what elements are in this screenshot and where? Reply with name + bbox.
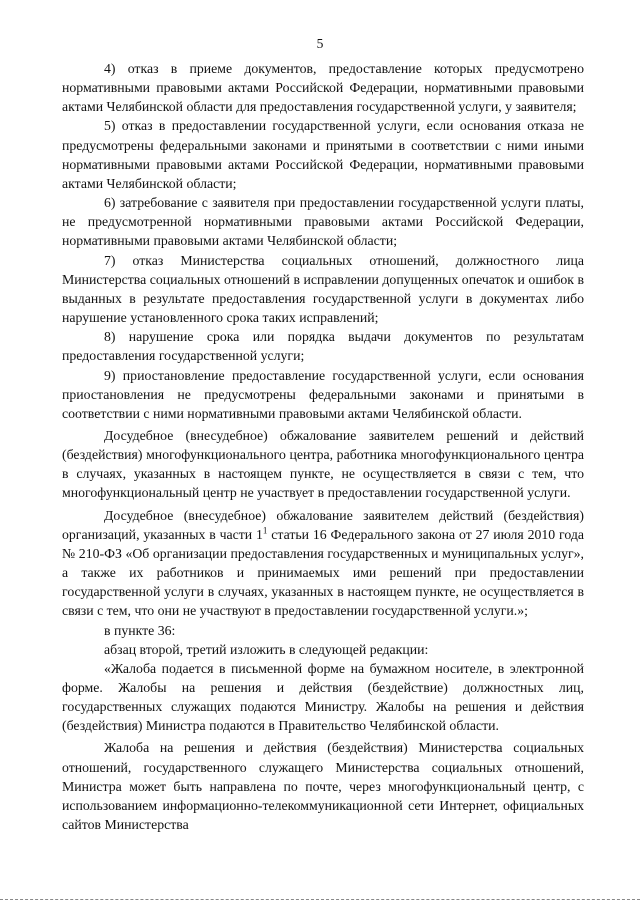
paragraph-amend-instruction: абзац второй, третий изложить в следующей редакции: (104, 641, 429, 657)
paragraph-item-7: 7) отказ Министерства социальных отношений, должностного лица Министерства социальных отношений в исправлении допущенных опечаток и ошибок в выданных в результате предоставления государственной услуги в документах либо нарушение установленного срока таких исправлений; (62, 252, 584, 326)
page-bottom-edge (0, 899, 640, 900)
superscript-part-number: 1 (262, 525, 268, 536)
paragraph-item-4: 4) отказ в приеме документов, предоставление которых предусмотрено нормативными правовыми актами Российской Федерации, нормативными правовыми актами Челябинской области для предоставления государственной услуги, у заявителя; (62, 61, 584, 115)
paragraph-complaint-channels: Жалоба на решения и действия (бездействия) Министерства социальных отношений, государственного служащего Министерства социальных отношений, Министра может быть направлена по почте, через многофункциональный центр, с использованием информационно-телекоммуникационной сети Интернет, официальных сайтов Министерства (62, 740, 584, 833)
page-number: 5 (316, 36, 324, 51)
appeal-organizations-text-start: Досудебное (внесудебное) обжалование заявителем действий (бездействия) организаций, указанных в части 1 (62, 507, 584, 542)
paragraph-point-36: в пункте 36: (104, 622, 176, 638)
paragraph-appeal-mfc: Досудебное (внесудебное) обжалование заявителем решений и действий (бездействия) многофункционального центра, работника многофункционального центра в случаях, указанных в настоящем пункте, не осуществляется в связи с тем, что многофункциональный центр не участвует в предоставлении государственной услуги. (62, 427, 584, 501)
appeal-organizations-text-end: статьи 16 Федерального закона от 27 июля 2010 года № 210-ФЗ «Об организации предоставления государственных и муниципальных услуг», а также их работников и принимаемых ими решений при предоставлении государственной услуги в случаях, указанных в настоящем пункте, не осуществляется в связи с тем, что они не участвуют в предоставлении государственной услуги.»; (62, 526, 585, 619)
document-body (62, 59, 584, 834)
paragraph-item-8: 8) нарушение срока или порядка выдачи документов по результатам предоставления государственной услуги; (62, 329, 584, 364)
paragraph-item-9: 9) приостановление предоставление государственной услуги, если основания приостановления не предусмотрены федеральными законами и принятыми в соответствии с ними нормативными правовыми актами Челябинской области. (62, 367, 584, 421)
paragraph-item-6: 6) затребование с заявителя при предоставлении государственной услуги платы, не предусмотренной нормативными правовыми актами Российской Федерации, нормативными правовыми актами Челябинской области; (62, 195, 584, 249)
paragraph-item-5: 5) отказ в предоставлении государственной услуги, если основания отказа не предусмотрены федеральными законами и принятыми в соответствии с ними иными нормативными правовыми актами Российской Федерации, нормативными правовыми актами Челябинской области; (62, 118, 584, 191)
paragraph-complaint-form: «Жалоба подается в письменной форме на бумажном носителе, в электронной форме. Жалобы на решения и действия (бездействие) должностных лиц, государственных служащих подаются Министру. Жалобы на решения и действия (бездействия) Министра подаются в Правительство Челябинской области. (62, 660, 584, 734)
paragraph-appeal-organizations (62, 506, 584, 621)
